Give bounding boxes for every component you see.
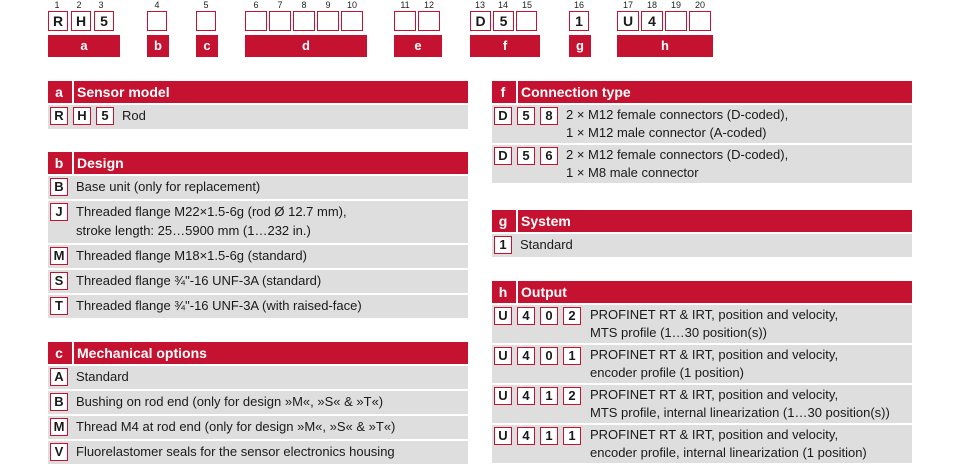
option-row <box>492 145 912 183</box>
code-box <box>665 11 687 31</box>
code-box: 4 <box>517 307 535 325</box>
section-header-mechanical-options <box>48 342 468 364</box>
divider <box>516 81 518 103</box>
code-box: 1 <box>540 387 558 405</box>
code-box: U <box>617 11 639 31</box>
option-text: stroke length: 25…5900 mm (1…232 in.) <box>76 223 311 238</box>
position-number: 12 <box>423 0 434 10</box>
section-title: Output <box>521 284 567 300</box>
option-row <box>48 391 468 414</box>
code-box: 1 <box>563 427 581 445</box>
code-box: D <box>494 107 512 125</box>
code-box: H <box>73 107 91 125</box>
code-box: S <box>50 272 68 290</box>
option-text: Standard <box>520 237 573 252</box>
code-box: 5 <box>517 107 535 125</box>
code-box: 1 <box>494 236 512 254</box>
code-box: 4 <box>517 347 535 365</box>
section-letter: f <box>500 84 506 100</box>
position-number: 1 <box>54 0 60 10</box>
option-text: Threaded flange M18×1.5-6g (standard) <box>76 248 307 263</box>
option-text: Bushing on rod end (only for design »M«, »S« & »T«) <box>76 394 384 409</box>
position-number: 8 <box>301 0 307 10</box>
option-text: MTS profile (1…30 position(s)) <box>590 325 767 340</box>
option-text: Base unit (only for replacement) <box>76 179 261 194</box>
code-box <box>341 11 363 31</box>
code-box: M <box>50 247 68 265</box>
option-row <box>48 366 468 389</box>
option-row <box>48 270 468 293</box>
code-box: M <box>50 418 68 436</box>
option-text: MTS profile, internal linearization (1…30 position(s)) <box>590 405 890 420</box>
option-text: 1 × M8 male connector <box>566 165 699 180</box>
code-box: D <box>470 11 491 31</box>
group-bar-g: g <box>569 35 591 57</box>
section-header-design <box>48 152 468 174</box>
code-box: 5 <box>493 11 514 31</box>
option-text: Threaded flange ¾"-16 UNF-3A (with raised-face) <box>76 298 362 313</box>
code-box: T <box>50 297 68 315</box>
position-number: 7 <box>277 0 283 10</box>
code-box: 2 <box>563 307 581 325</box>
code-box: B <box>50 393 68 411</box>
code-box: J <box>50 203 68 221</box>
code-box: 0 <box>540 347 558 365</box>
code-box: 1 <box>569 11 589 31</box>
option-row <box>492 305 912 343</box>
option-row <box>48 245 468 268</box>
group-bar-b: b <box>147 35 169 57</box>
option-text: 1 × M12 male connector (A-coded) <box>566 125 767 140</box>
group-bar-a: a <box>48 35 120 57</box>
section-letter: a <box>55 84 63 100</box>
divider <box>72 152 74 174</box>
code-box: H <box>71 11 91 31</box>
code-box: 2 <box>563 387 581 405</box>
divider <box>516 281 518 303</box>
option-row <box>492 345 912 383</box>
code-box: B <box>50 178 68 196</box>
code-box: D <box>494 147 512 165</box>
position-number: 9 <box>325 0 331 10</box>
option-text: Fluorelastomer seals for the sensor electronics housing <box>76 444 395 459</box>
position-number: 11 <box>400 0 410 10</box>
option-row <box>48 416 468 439</box>
option-text: PROFINET RT & IRT, position and velocity, <box>590 387 839 402</box>
section-header-connection-type <box>492 81 912 103</box>
section-header-sensor-model <box>48 81 468 103</box>
code-box: R <box>50 107 68 125</box>
group-bar-h: h <box>617 35 713 57</box>
position-number: 17 <box>622 0 633 10</box>
option-row <box>492 425 912 463</box>
divider <box>516 210 518 232</box>
section-letter: g <box>498 213 508 229</box>
section-title: Design <box>77 155 124 171</box>
section-letter: c <box>55 345 63 361</box>
option-text: 2 × M12 female connectors (D-coded), <box>566 147 789 162</box>
option-text: Thread M4 at rod end (only for design »M«, »S« & »T«) <box>76 419 396 434</box>
section-title: Connection type <box>521 84 631 100</box>
code-box <box>317 11 339 31</box>
divider <box>72 81 74 103</box>
position-number: 14 <box>497 0 508 10</box>
section-title: Mechanical options <box>77 345 207 361</box>
code-box <box>689 11 711 31</box>
code-box: 5 <box>96 107 114 125</box>
code-box <box>394 11 416 31</box>
code-box: 4 <box>517 387 535 405</box>
position-number: 15 <box>521 0 532 10</box>
code-box: U <box>494 427 512 445</box>
position-number: 13 <box>474 0 485 10</box>
position-number: 5 <box>203 0 209 10</box>
option-row <box>48 441 468 464</box>
code-box: R <box>48 11 68 31</box>
code-box: 8 <box>540 107 558 125</box>
code-box: 6 <box>540 147 558 165</box>
section-title: Sensor model <box>77 84 170 100</box>
option-row <box>48 105 468 129</box>
position-number: 6 <box>253 0 259 10</box>
position-number: 3 <box>98 0 104 10</box>
option-text: encoder profile, internal linearization (1 position) <box>590 445 867 460</box>
code-box <box>147 11 167 31</box>
option-text: PROFINET RT & IRT, position and velocity, <box>590 307 839 322</box>
option-row <box>48 295 468 318</box>
option-row <box>48 176 468 199</box>
position-number: 4 <box>154 0 160 10</box>
option-text: 2 × M12 female connectors (D-coded), <box>566 107 789 122</box>
code-box: V <box>50 443 68 461</box>
position-number: 19 <box>670 0 681 10</box>
position-number: 2 <box>76 0 82 10</box>
group-bar-c: c <box>196 35 218 57</box>
group-bar-e: e <box>394 35 442 57</box>
option-text: Threaded flange ¾"-16 UNF-3A (standard) <box>76 273 322 288</box>
option-row <box>492 385 912 423</box>
position-number: 10 <box>346 0 357 10</box>
code-box <box>245 11 267 31</box>
option-text: Standard <box>76 369 129 384</box>
option-text: Rod <box>122 108 146 123</box>
code-box: U <box>494 307 512 325</box>
option-text: PROFINET RT & IRT, position and velocity, <box>590 347 839 362</box>
option-text: encoder profile (1 position) <box>590 365 744 380</box>
option-text: Threaded flange M22×1.5-6g (rod Ø 12.7 mm), <box>76 204 347 219</box>
position-number: 20 <box>694 0 705 10</box>
code-box: A <box>50 368 68 386</box>
option-row <box>492 234 912 257</box>
option-row <box>48 201 468 243</box>
code-box: 4 <box>641 11 663 31</box>
code-box: 1 <box>540 427 558 445</box>
section-letter: h <box>498 284 508 300</box>
code-box: 5 <box>517 147 535 165</box>
code-box <box>293 11 315 31</box>
code-box <box>269 11 291 31</box>
option-text: PROFINET RT & IRT, position and velocity, <box>590 427 839 442</box>
position-number: 16 <box>573 0 584 10</box>
code-box: U <box>494 347 512 365</box>
divider <box>72 342 74 364</box>
section-header-output <box>492 281 912 303</box>
section-title: System <box>521 213 571 229</box>
code-box: U <box>494 387 512 405</box>
code-box <box>516 11 537 31</box>
group-bar-f: f <box>470 35 540 57</box>
code-box: 4 <box>517 427 535 445</box>
position-number: 18 <box>646 0 657 10</box>
code-box <box>418 11 440 31</box>
group-bar-d: d <box>245 35 367 57</box>
code-box: 1 <box>563 347 581 365</box>
order-code-bar <box>0 0 960 60</box>
option-row <box>492 105 912 143</box>
code-box: 0 <box>540 307 558 325</box>
code-box: 5 <box>94 11 114 31</box>
code-box <box>196 11 216 31</box>
section-letter: b <box>54 155 64 171</box>
section-header-system <box>492 210 912 232</box>
